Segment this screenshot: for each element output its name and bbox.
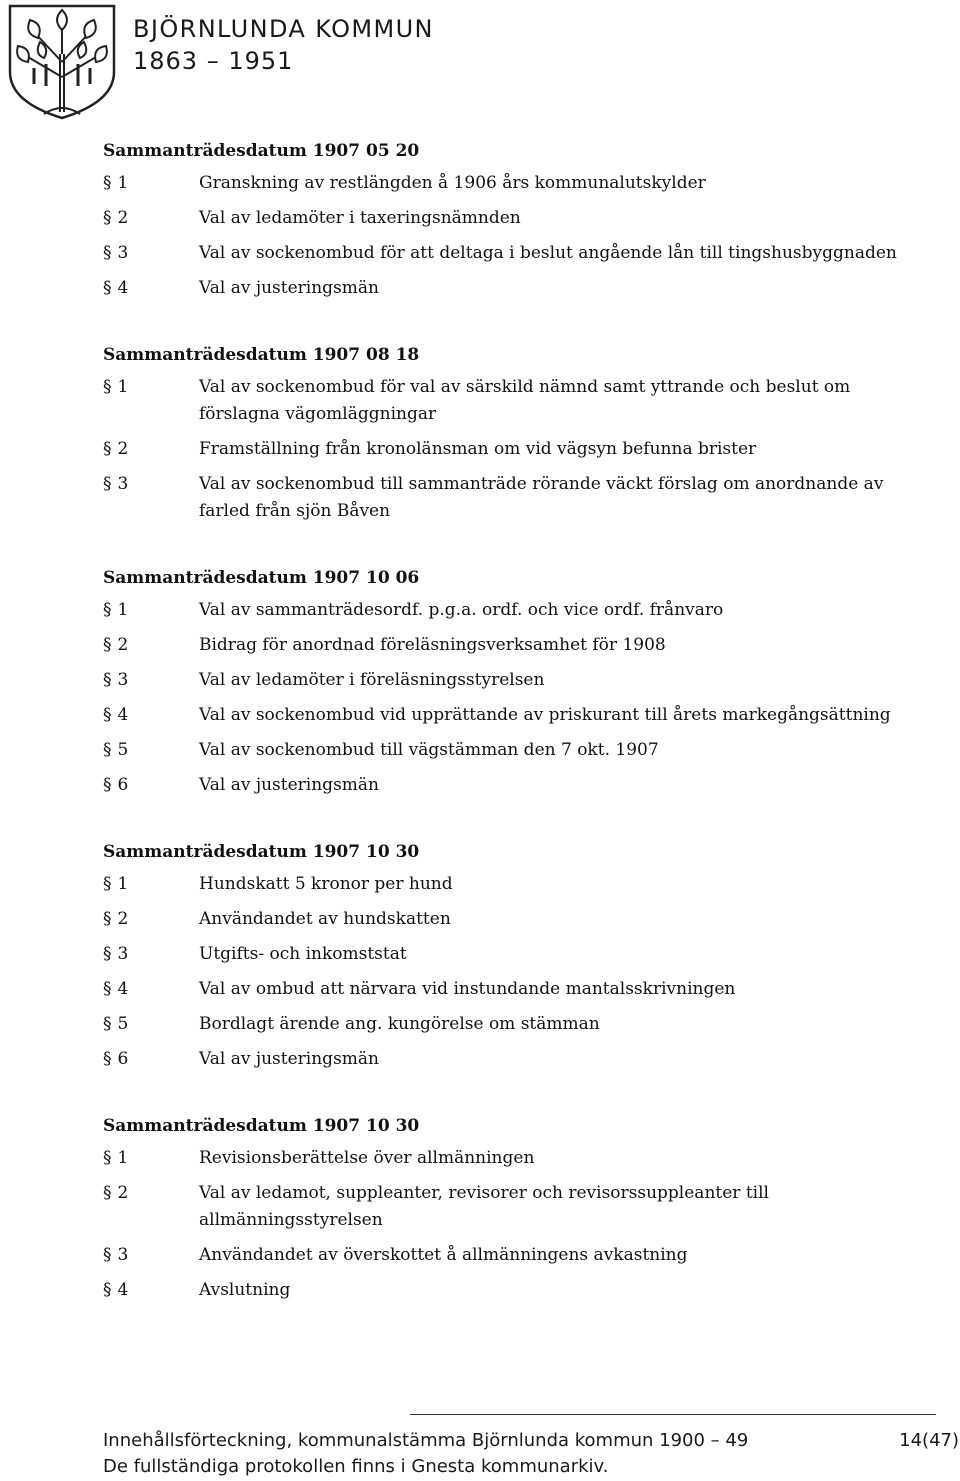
agenda-item bbox=[103, 205, 903, 232]
agenda-item-number bbox=[103, 1242, 199, 1269]
agenda-item bbox=[103, 240, 903, 267]
meeting-section bbox=[103, 1111, 903, 1304]
page-footer bbox=[103, 1428, 960, 1480]
section-symbol: § bbox=[103, 635, 112, 655]
agenda-item bbox=[103, 941, 903, 968]
section-symbol: § bbox=[103, 1183, 112, 1203]
item-number: 3 bbox=[117, 474, 129, 494]
agenda-item bbox=[103, 976, 903, 1003]
meeting-date-heading: Sammanträdesdatum 1907 10 06 bbox=[103, 568, 420, 588]
item-number: 3 bbox=[117, 243, 129, 263]
item-number: 6 bbox=[117, 775, 129, 795]
agenda-item bbox=[103, 667, 903, 694]
agenda-item-text: Bordlagt ärende ang. kungörelse om stämman bbox=[199, 1014, 600, 1034]
agenda-item-text: Val av sockenombud till sammanträde rörande väckt förslag om anordnande av farled från sjön Båven bbox=[199, 474, 884, 521]
item-number: 3 bbox=[117, 670, 129, 690]
agenda-item-text: Revisionsberättelse över allmänningen bbox=[199, 1148, 535, 1168]
item-number: 4 bbox=[117, 278, 129, 298]
agenda-item bbox=[103, 1145, 903, 1172]
item-number: 1 bbox=[117, 173, 129, 193]
agenda-item-number bbox=[103, 1277, 199, 1304]
meeting-section bbox=[103, 563, 903, 799]
agenda-item bbox=[103, 906, 903, 933]
agenda-item bbox=[103, 170, 903, 197]
item-number: 3 bbox=[117, 944, 129, 964]
item-number: 1 bbox=[117, 1148, 129, 1168]
section-symbol: § bbox=[103, 775, 112, 795]
meeting-section bbox=[103, 136, 903, 302]
item-number: 4 bbox=[117, 1280, 129, 1300]
agenda-item bbox=[103, 436, 903, 463]
section-symbol: § bbox=[103, 377, 112, 397]
agenda-item-number bbox=[103, 1145, 199, 1172]
birch-tree-emblem-icon bbox=[4, 2, 120, 122]
agenda-item-number bbox=[103, 772, 199, 799]
item-number: 1 bbox=[117, 377, 129, 397]
meeting-date-heading: Sammanträdesdatum 1907 10 30 bbox=[103, 842, 420, 862]
item-number: 4 bbox=[117, 979, 129, 999]
agenda-item-number bbox=[103, 597, 199, 624]
footer-note: De fullständiga protokollen finns i Gnesta kommunarkiv. bbox=[103, 1456, 609, 1477]
meeting-section bbox=[103, 340, 903, 525]
section-symbol: § bbox=[103, 1280, 112, 1300]
agenda-item-number bbox=[103, 275, 199, 302]
item-number: 2 bbox=[117, 208, 129, 228]
agenda-item bbox=[103, 1011, 903, 1038]
agenda-item-number bbox=[103, 871, 199, 898]
agenda-item-number bbox=[103, 737, 199, 764]
agenda-item-text: Framställning från kronolänsman om vid vägsyn befunna brister bbox=[199, 439, 757, 459]
agenda-item-number bbox=[103, 1180, 199, 1207]
agenda-item bbox=[103, 1277, 903, 1304]
agenda-item-number bbox=[103, 471, 199, 498]
meeting-date-heading: Sammanträdesdatum 1907 10 30 bbox=[103, 1116, 420, 1136]
meeting-index bbox=[103, 136, 903, 1342]
agenda-item bbox=[103, 737, 903, 764]
item-number: 2 bbox=[117, 635, 129, 655]
meeting-date-heading: Sammanträdesdatum 1907 08 18 bbox=[103, 345, 420, 365]
agenda-item-number bbox=[103, 1011, 199, 1038]
agenda-item bbox=[103, 1242, 903, 1269]
item-number: 2 bbox=[117, 439, 129, 459]
agenda-item-number bbox=[103, 702, 199, 729]
agenda-item-text: Val av sockenombud för att deltaga i beslut angående lån till tingshusbyggnaden bbox=[199, 243, 897, 263]
agenda-item bbox=[103, 471, 903, 525]
agenda-item-number bbox=[103, 374, 199, 401]
agenda-item-text: Val av sockenombud vid upprättande av priskurant till årets markegångsättning bbox=[199, 705, 891, 725]
agenda-item bbox=[103, 632, 903, 659]
agenda-item-number bbox=[103, 632, 199, 659]
item-number: 4 bbox=[117, 705, 129, 725]
agenda-item-text: Avslutning bbox=[199, 1280, 291, 1300]
agenda-item-number bbox=[103, 436, 199, 463]
agenda-item-number bbox=[103, 170, 199, 197]
section-symbol: § bbox=[103, 1049, 112, 1069]
section-symbol: § bbox=[103, 979, 112, 999]
agenda-item bbox=[103, 1046, 903, 1073]
agenda-item-text: Val av ombud att närvara vid instundande mantalsskrivningen bbox=[199, 979, 736, 999]
section-symbol: § bbox=[103, 670, 112, 690]
item-number: 1 bbox=[117, 874, 129, 894]
agenda-item-number bbox=[103, 1046, 199, 1073]
agenda-item-number bbox=[103, 976, 199, 1003]
section-symbol: § bbox=[103, 1014, 112, 1034]
municipality-brand bbox=[133, 14, 434, 76]
item-number: 2 bbox=[117, 1183, 129, 1203]
section-symbol: § bbox=[103, 944, 112, 964]
agenda-item-text: Val av ledamot, suppleanter, revisorer och revisorssuppleanter till allmänningsstyrelsen bbox=[199, 1183, 769, 1230]
agenda-item bbox=[103, 871, 903, 898]
meeting-section bbox=[103, 837, 903, 1073]
agenda-item bbox=[103, 275, 903, 302]
agenda-item-text: Val av ledamöter i föreläsningsstyrelsen bbox=[199, 670, 545, 690]
agenda-item-text: Val av justeringsmän bbox=[199, 1049, 379, 1069]
agenda-item-number bbox=[103, 941, 199, 968]
section-symbol: § bbox=[103, 208, 112, 228]
agenda-item-text: Granskning av restlängden å 1906 års kommunalutskylder bbox=[199, 173, 706, 193]
agenda-item-text: Val av sockenombud för val av särskild nämnd samt yttrande och beslut om förslagna vägomläggningar bbox=[199, 377, 851, 424]
item-number: 5 bbox=[117, 1014, 129, 1034]
municipality-years: 1863 – 1951 bbox=[133, 47, 294, 75]
section-symbol: § bbox=[103, 1148, 112, 1168]
item-number: 2 bbox=[117, 909, 129, 929]
footer-divider bbox=[410, 1414, 936, 1415]
item-number: 5 bbox=[117, 740, 129, 760]
agenda-item bbox=[103, 597, 903, 624]
section-symbol: § bbox=[103, 439, 112, 459]
section-symbol: § bbox=[103, 243, 112, 263]
section-symbol: § bbox=[103, 874, 112, 894]
agenda-item-number bbox=[103, 906, 199, 933]
item-number: 3 bbox=[117, 1245, 129, 1265]
section-symbol: § bbox=[103, 600, 112, 620]
agenda-item-text: Val av justeringsmän bbox=[199, 278, 379, 298]
page-number: 14(47) bbox=[899, 1430, 959, 1451]
section-symbol: § bbox=[103, 705, 112, 725]
item-number: 6 bbox=[117, 1049, 129, 1069]
agenda-item-text: Utgifts- och inkomststat bbox=[199, 944, 407, 964]
meeting-date-heading: Sammanträdesdatum 1907 05 20 bbox=[103, 141, 420, 161]
agenda-item bbox=[103, 772, 903, 799]
section-symbol: § bbox=[103, 278, 112, 298]
section-symbol: § bbox=[103, 740, 112, 760]
agenda-item-text: Val av sockenombud till vägstämman den 7 okt. 1907 bbox=[199, 740, 659, 760]
agenda-item-text: Val av ledamöter i taxeringsnämnden bbox=[199, 208, 521, 228]
agenda-item-number bbox=[103, 240, 199, 267]
agenda-item-text: Användandet av hundskatten bbox=[199, 909, 451, 929]
section-symbol: § bbox=[103, 474, 112, 494]
agenda-item-text: Val av sammanträdesordf. p.g.a. ordf. och vice ordf. frånvaro bbox=[199, 600, 724, 620]
agenda-item bbox=[103, 1180, 903, 1234]
municipality-name: BJÖRNLUNDA KOMMUN bbox=[133, 15, 434, 43]
agenda-item-text: Användandet av överskottet å allmänningens avkastning bbox=[199, 1245, 688, 1265]
agenda-item bbox=[103, 702, 903, 729]
section-symbol: § bbox=[103, 1245, 112, 1265]
agenda-item-text: Hundskatt 5 kronor per hund bbox=[199, 874, 453, 894]
section-symbol: § bbox=[103, 173, 112, 193]
section-symbol: § bbox=[103, 909, 112, 929]
agenda-item bbox=[103, 374, 903, 428]
item-number: 1 bbox=[117, 600, 129, 620]
page-header bbox=[0, 0, 960, 125]
agenda-item-number bbox=[103, 205, 199, 232]
agenda-item-text: Val av justeringsmän bbox=[199, 775, 379, 795]
footer-title: Innehållsförteckning, kommunalstämma Björnlunda kommun 1900 – 49 bbox=[103, 1430, 749, 1451]
agenda-item-number bbox=[103, 667, 199, 694]
agenda-item-text: Bidrag för anordnad föreläsningsverksamhet för 1908 bbox=[199, 635, 666, 655]
